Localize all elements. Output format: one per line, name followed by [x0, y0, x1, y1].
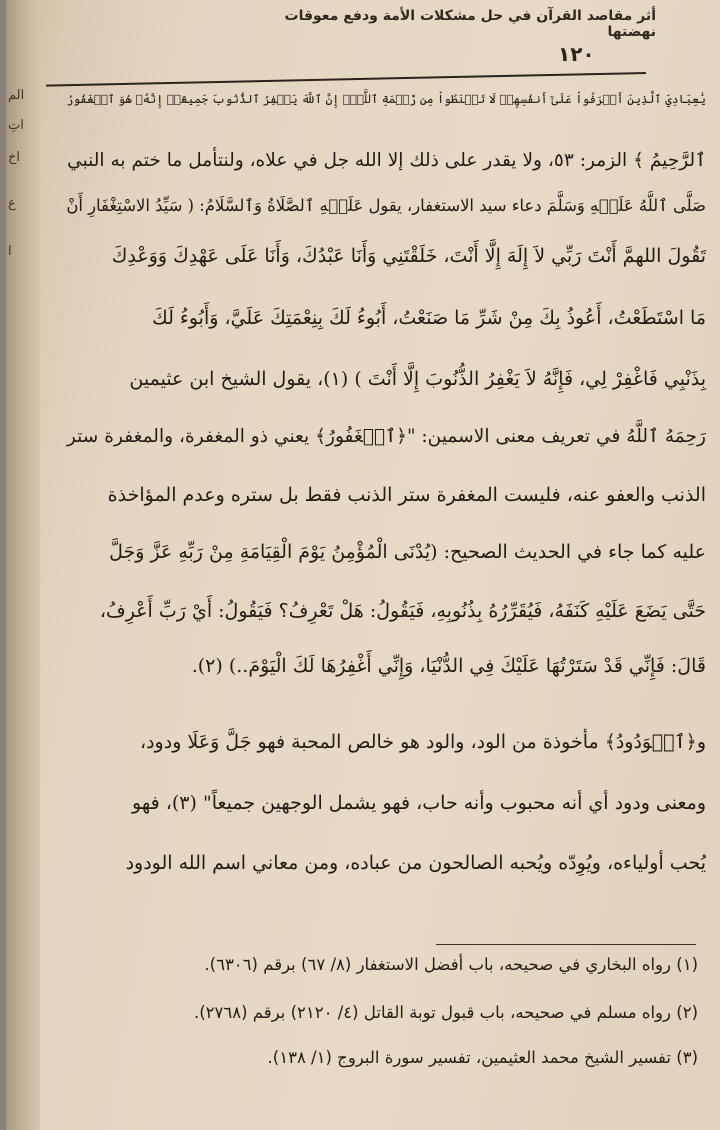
- running-header-title: أثر مقاصد القرآن في حل مشكلات الأمة ودفع معوقات نهضتها: [284, 8, 656, 40]
- page-number: ١٢٠: [558, 42, 595, 66]
- facing-page-gutter: [6, 0, 40, 1130]
- facing-page-fragment: ع: [8, 196, 16, 211]
- header-rule: [46, 72, 646, 87]
- body-line: عليه كما جاء في الحديث الصحيح: (يُدْنَى الْمُؤْمِنُ يَوْمَ الْقِيَامَةِ مِنْ رَبِّهِ عَزَّ وَجَلَّ: [109, 541, 706, 563]
- footnote: (٣) تفسير الشيخ محمد العثيمين، تفسير سورة البروج (١/ ١٣٨).: [267, 1048, 698, 1067]
- body-line: يُحب أولياءه، ويُوِدّه ويُحبه الصالحون من عباده، ومن معاني اسم الله الودود: [125, 852, 706, 874]
- body-line: صَلَّى ٱللَّهُ عَلَيۡهِ وَسَلَّمَ دعاء سيد الاستغفار، يقول عَلَيۡهِ ٱلصَّلَاةُ وَٱلسَّلَامُ: ( سَيِّدُ الاسْتِغْفَارِ أَنْ: [66, 196, 706, 215]
- body-line: ٱلرَّحِيمُ ﴾ الزمر: ٥٣، ولا يقدر على ذلك إلا الله جل في علاه، ولنتأمل ما ختم به النبي: [67, 150, 706, 171]
- body-line: بِذَنْبِي فَاغْفِرْ لِي، فَإِنَّهُ لاَ يَغْفِرُ الذُّنُوبَ إِلَّا أَنْتَ ) (١)، يقول الشيخ ابن عثيمين: [129, 368, 706, 390]
- facing-page-fragment: ا: [8, 244, 12, 259]
- body-line: تَقُولَ اللهمَّ أَنْتَ رَبِّي لاَ إِلَهَ إِلَّا أَنْتَ، خَلَقْتَنِي وَأَنَا عَبْدُكَ، وَأَنَا عَلَى عَهْدِكَ وَوَعْدِكَ: [111, 245, 706, 267]
- body-line: يَٰعِبَادِيَ ٱلَّذِينَ أَسۡرَفُواْ عَلَىٰٓ أَنفُسِهِمۡ لَا تَقۡنَطُواْ مِن رَّحۡمَةِ ٱللَّهِۚ إِنَّ ٱللَّهَ يَغۡفِرُ ٱلذُّنُوبَ جَمِيعًاۚ إِنَّهُۥ هُوَ ٱلۡغَفُورُ: [66, 92, 706, 106]
- footnote-separator: [436, 944, 696, 945]
- body-line: قَالَ: فَإِنِّي قَدْ سَتَرْتُهَا عَلَيْكَ فِي الدُّنْيَا، وَإِنِّي أَغْفِرُهَا لَكَ الْيَوْمَ..) (٢).: [191, 655, 706, 677]
- body-line: ومعنى ودود أي أنه محبوب وأنه حاب، فهو يشمل الوجهين جميعاً" (٣)، فهو: [132, 792, 706, 814]
- facing-page-fragment: الم: [8, 88, 25, 103]
- facing-page-fragment: اتِ: [8, 118, 24, 133]
- footnote: (٢) رواه مسلم في صحيحه، باب قبول توبة القاتل (٤/ ٢١٢٠) برقم (٢٧٦٨).: [193, 1003, 698, 1022]
- body-line: الذنب والعفو عنه، فليست المغفرة ستر الذنب فقط بل ستره وعدم المؤاخذة: [107, 484, 706, 506]
- footnote: (١) رواه البخاري في صحيحه، باب أفضل الاستغفار (٨/ ٦٧) برقم (٦٣٠٦).: [204, 955, 698, 974]
- facing-page-fragment: اخ: [8, 150, 21, 165]
- book-page: [6, 0, 720, 1130]
- body-line: مَا اسْتَطَعْتُ، أَعُوذُ بِكَ مِنْ شَرِّ مَا صَنَعْتُ، أَبُوءُ لَكَ بِنِعْمَتِكَ عَلَيَّ، وَأَبُوءُ لَكَ: [152, 307, 706, 329]
- body-line: حَتَّى يَضَعَ عَلَيْهِ كَنَفَهُ، فَيُقَرِّرُهُ بِذُنُوبِهِ، فَيَقُولُ: هَلْ تَعْرِفُ؟ فَيَقُولُ: أَيْ رَبِّ أَعْرِفُ،: [99, 600, 706, 622]
- body-line: رَحِمَهُ ٱللَّهُ في تعريف معنى الاسمين: "﴿ٱلۡغَفُورُ﴾ يعني ذو المغفرة، والمغفرة ستر: [66, 426, 706, 447]
- body-line: و﴿ٱلۡوَدُودُ﴾ مأخوذة من الود، والود هو خالص المحبة فهو جَلَّ وَعَلَا ودود،: [139, 731, 706, 753]
